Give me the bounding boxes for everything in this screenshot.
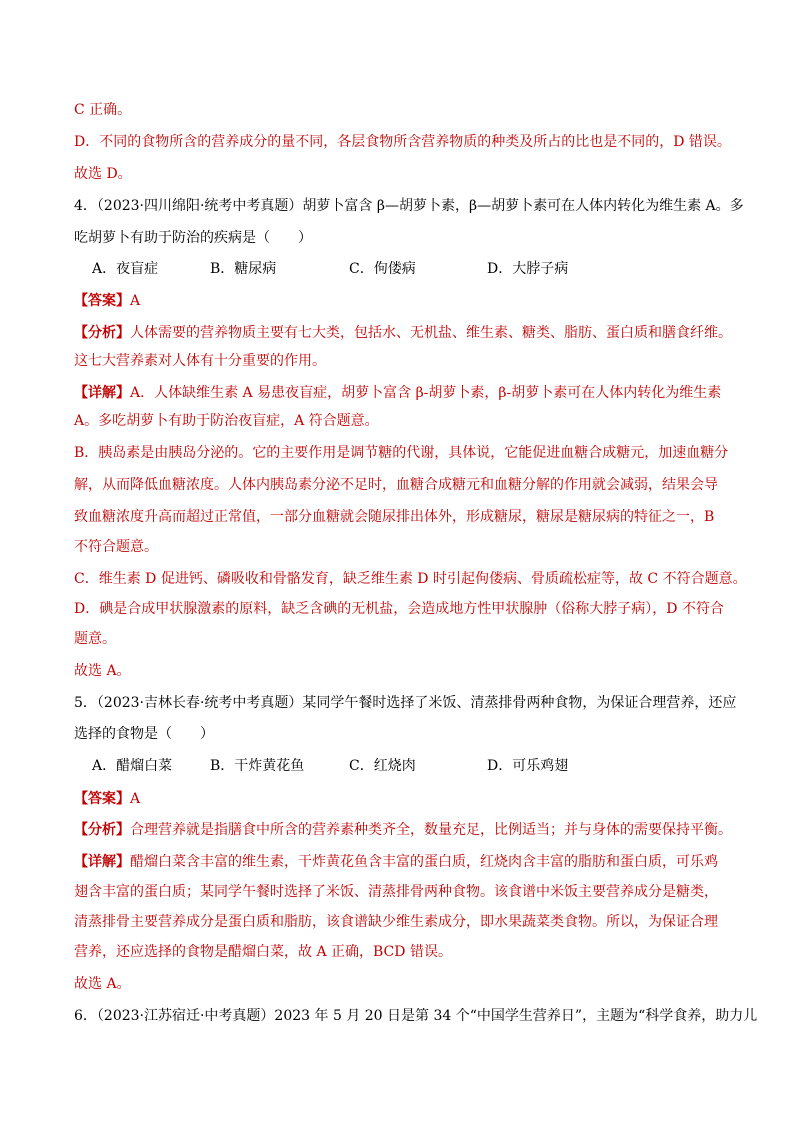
q4-final-choice: 故选 A。 (74, 663, 131, 679)
q4-answer-value: A (130, 293, 141, 309)
q5-answer-line (74, 789, 140, 809)
q5-option-b: B．干炸黄花鱼 (210, 758, 305, 774)
q5-detail-line-4: 营养，还应选择的食物是醋熘白菜，故 A 正确，BCD 错误。 (74, 944, 452, 960)
q4-stem-line-1: 4．（2023·四川绵阳·统考中考真题）胡萝卜富含 β—胡萝卜素，β—胡萝卜素可在人体内转化为维生素 A。多 (74, 198, 744, 214)
q4-answer-line (74, 291, 140, 311)
q4-detail-d-line-2: 题意。 (74, 631, 116, 647)
q4-analysis-line-2: 这七大营养素对人体有十分重要的作用。 (74, 353, 326, 369)
q4-detail-c-line: C．维生素 D 促进钙、磷吸收和骨骼发育，缺乏维生素 D 时引起佝偻病、骨质疏松症等，故 C 不符合题意。 (74, 571, 747, 587)
q4-stem-line-2: 吃胡萝卜有助于防治的疾病是（ ） (74, 230, 312, 246)
q5-detail-line-1 (74, 852, 718, 872)
q4-detail-b-line-2: 解，从而降低血糖浓度。人体内胰岛素分泌不足时，血糖合成糖元和血糖分解的作用就会减弱，结果会导 (74, 477, 718, 493)
q3-final-choice: 故选 D。 (74, 166, 132, 182)
q4-analysis-text-1: 人体需要的营养物质主要有七大类，包括水、无机盐、维生素、糖类、脂肪、蛋白质和膳食纤维。 (130, 325, 732, 341)
q4-detail-a-line-2: A。多吃胡萝卜有助于防治夜盲症，A 符合题意。 (74, 413, 379, 429)
q4-detail-b-line-1: B．胰岛素是由胰岛分泌的。它的主要作用是调节糖的代谢，具体说，它能促进血糖合成糖元，加速血糖分 (74, 445, 729, 461)
q5-option-d: D．可乐鸡翅 (487, 758, 569, 774)
q5-option-a: A．醋熘白菜 (92, 758, 173, 774)
q4-detail-a-text-1: A．人体缺维生素 A 易患夜盲症，胡萝卜富含 β-胡萝卜素，β-胡萝卜素可在人体内转化为维生素 (130, 385, 722, 401)
q4-answer-tag: 【答案】 (74, 293, 130, 309)
q5-detail-line-2: 翅含丰富的蛋白质；某同学午餐时选择了米饭、清蒸排骨两种食物。该食谱中米饭主要营养成分是糖类， (74, 884, 718, 900)
q3-option-d-explanation: D．不同的食物所含的营养成分的量不同，各层食物所含营养物质的种类及所占的比也是不同的，D 错误。 (74, 134, 731, 150)
q4-analysis-tag: 【分析】 (74, 325, 130, 341)
q5-detail-line-3: 清蒸排骨主要营养成分是蛋白质和脂肪，该食谱缺少维生素成分，即水果蔬菜类食物。所以，为保证合理 (74, 914, 718, 930)
q4-option-a: A．夜盲症 (92, 261, 159, 277)
q4-option-d: D．大脖子病 (487, 261, 569, 277)
q4-detail-a-line-1 (74, 383, 721, 403)
q4-analysis-line-1 (74, 323, 732, 343)
q5-stem-line-1: 5．（2023·吉林长春·统考中考真题）某同学午餐时选择了米饭、清蒸排骨两种食物，为保证合理营养，还应 (74, 695, 737, 711)
q4-detail-b-line-3: 致血糖浓度升高而超过正常值，一部分血糖就会随尿排出体外，形成糖尿，糖尿是糖尿病的特征之一，B (74, 509, 715, 525)
q3-option-c-conclusion: C 正确。 (74, 102, 132, 118)
q4-option-b: B．糖尿病 (210, 261, 277, 277)
q5-analysis-line-1 (74, 820, 732, 840)
q5-analysis-text-1: 合理营养就是指膳食中所含的营养素种类齐全，数量充足，比例适当；并与身体的需要保持平衡。 (130, 822, 732, 838)
q5-detail-tag: 【详解】 (74, 854, 130, 870)
q4-detail-d-line-1: D．碘是合成甲状腺激素的原料，缺乏含碘的无机盐，会造成地方性甲状腺肿（俗称大脖子病），D 不符合 (74, 601, 724, 617)
q5-final-choice: 故选 A。 (74, 976, 131, 992)
q5-analysis-tag: 【分析】 (74, 822, 130, 838)
q5-detail-text-1: 醋熘白菜含丰富的维生素，干炸黄花鱼含丰富的蛋白质，红烧肉含丰富的脂肪和蛋白质，可乐鸡 (130, 854, 718, 870)
q5-option-c: C．红烧肉 (349, 758, 416, 774)
q4-detail-b-line-4: 不符合题意。 (74, 539, 158, 555)
q5-answer-tag: 【答案】 (74, 791, 130, 807)
q5-answer-value: A (130, 791, 141, 807)
q4-option-c: C．佝偻病 (349, 261, 416, 277)
q6-stem-line-1: 6．（2023·江苏宿迁·中考真题）2023 年 5 月 20 日是第 34 个“中国学生营养日”，主题为“科学食养，助力儿 (74, 1008, 758, 1024)
q5-stem-line-2: 选择的食物是（ ） (74, 726, 214, 742)
q4-detail-tag: 【详解】 (74, 385, 130, 401)
